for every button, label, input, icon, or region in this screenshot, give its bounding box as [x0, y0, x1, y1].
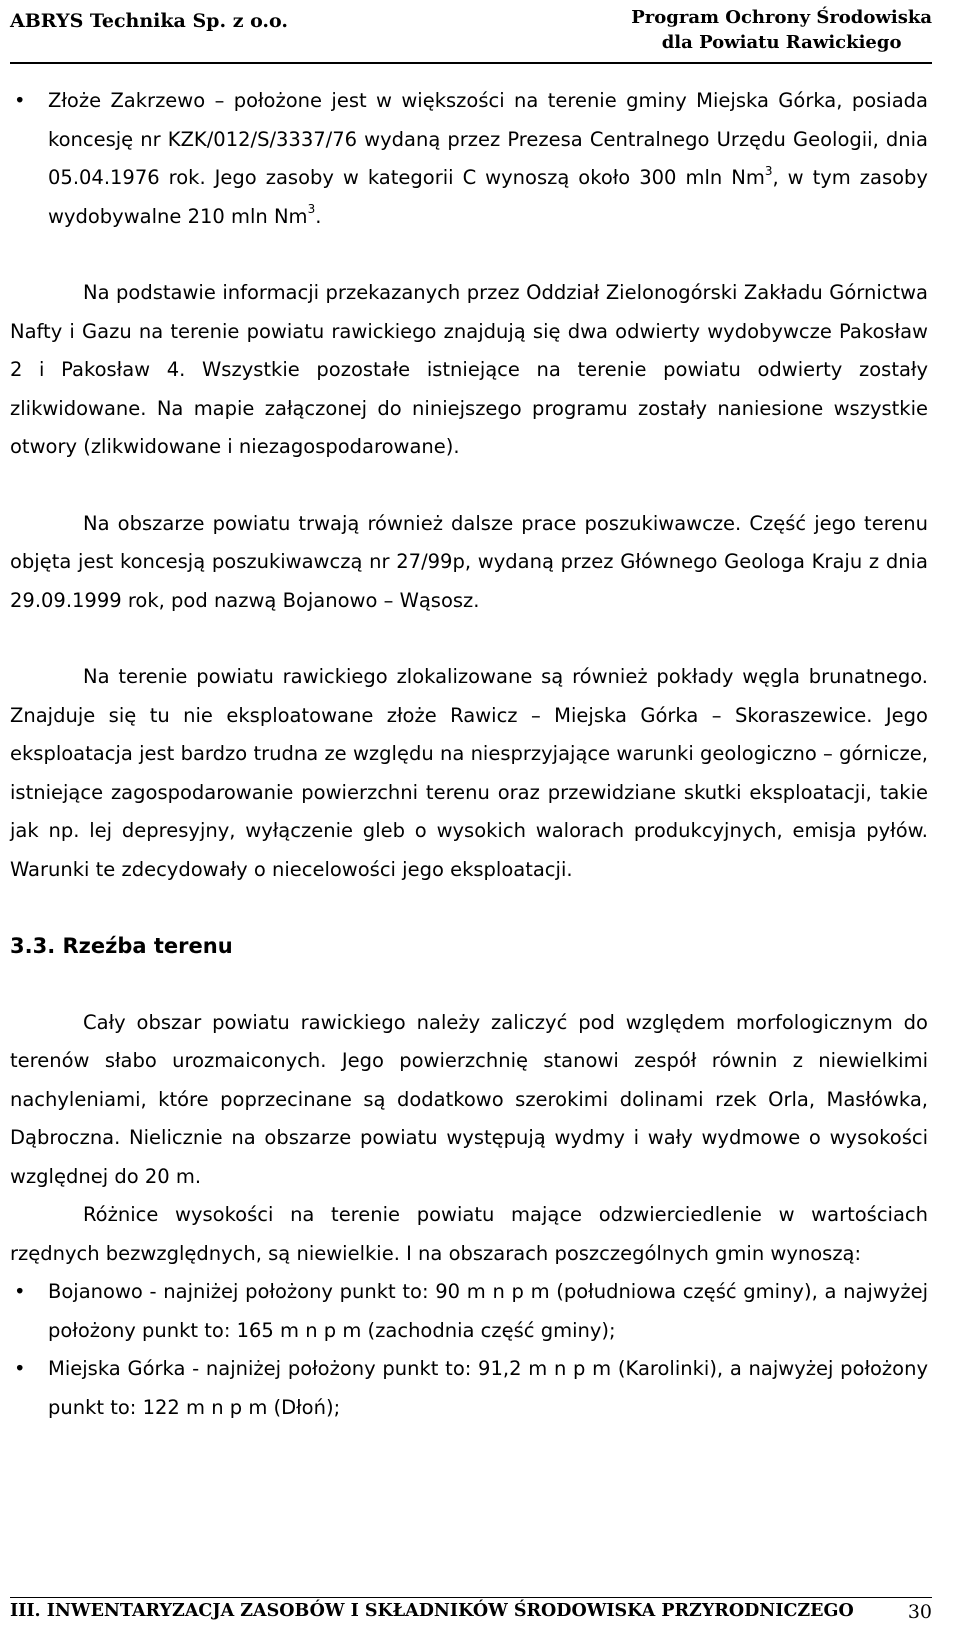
section-heading: 3.3. Rzeźba terenu — [10, 934, 233, 958]
paragraph-odwierty: Na podstawie informacji przekazanych przez Oddział Zielonogórski Zakładu Górnictwa Nafty i Gazu na terenie powiatu rawickiego znajdują się dwa odwierty wydobywcze Pakosław 2 i Pakosław 4. Wszystkie pozostałe istniejące na terenie powiatu odwierty zostały zlikwidowane. Na mapie załączonej do niniejszego programu zostały naniesione wszystkie otwory (zlikwidowane i niezagospodarowane). — [10, 281, 928, 458]
header-program-line1: Program Ochrony Środowiska — [631, 7, 932, 28]
page-header — [10, 2, 932, 60]
bullet-zakrzewo-text-1: Złoże Zakrzewo – położone jest w większości na terenie gminy Miejska Górka, posiada koncesję nr KZK/012/S/3337/76 wydaną przez Prezesa Centralnego Urzędu Geologii, dnia 05.04.1976 rok. Jego zasoby w kategorii C wynoszą około 300 mln Nm — [48, 89, 928, 189]
bullet-miejska-gorka-text: Miejska Górka - najniżej położony punkt to: 91,2 m n p m (Karolinki), a najwyżej położony punkt to: 122 m n p m (Dłoń); — [48, 1357, 928, 1419]
bullet-icon: • — [14, 89, 26, 112]
bullet-miejska-gorka — [10, 1350, 928, 1427]
header-company: ABRYS Technika Sp. z o.o. — [10, 10, 289, 32]
document-body — [10, 82, 928, 1427]
superscript: 3 — [764, 163, 773, 178]
paragraph-wegiel-brunatny: Na terenie powiatu rawickiego zlokalizowane są również pokłady węgla brunatnego. Znajduje się tu nie eksploatowane złoże Rawicz – Miejska Górka – Skoraszewice. Jego eksploatacja jest bardzo trudna ze względu na niesprzyjające warunki geologiczno – górnicze, istniejące zagospodarowanie powierzchni terenu oraz przewidziane skutki eksploatacji, takie jak np. lej depresyjny, wyłączenie gleb o wysokich walorach produkcyjnych, emisja pyłów. Warunki te zdecydowały o niecelowości jego eksploatacji. — [10, 665, 928, 881]
header-program-title — [631, 5, 932, 55]
footer-divider — [10, 1597, 932, 1598]
paragraph-roznice-wysokosci: Różnice wysokości na terenie powiatu mające odzwierciedlenie w wartościach rzędnych bezwzględnych, są niewielkie. I na obszarach poszczególnych gmin wynoszą: — [10, 1203, 928, 1265]
page-number: 30 — [907, 1601, 932, 1623]
paragraph-prace-poszukiwawcze: Na obszarze powiatu trwają również dalsze prace poszukiwawcze. Część jego terenu objęta jest koncesją poszukiwawczą nr 27/99p, wydaną przez Głównego Geologa Kraju z dnia 29.09.1999 rok, pod nazwą Bojanowo – Wąsosz. — [10, 511, 928, 612]
bullet-icon: • — [14, 1280, 26, 1303]
footer-chapter-title: III. INWENTARYZACJA ZASOBÓW I SKŁADNIKÓW ŚRODOWISKA PRZYRODNICZEGO — [10, 1601, 854, 1621]
bullet-zakrzewo-text-3: . — [315, 204, 322, 228]
bullet-bojanowo — [10, 1273, 928, 1350]
header-divider — [10, 62, 932, 64]
superscript: 3 — [307, 202, 316, 216]
bullet-bojanowo-text: Bojanowo - najniżej położony punkt to: 90 m n p m (południowa część gminy), a najwyżej położony punkt to: 165 m n p m (zachodnia część gminy); — [48, 1280, 928, 1342]
bullet-zakrzewo — [10, 82, 928, 236]
bullet-icon: • — [14, 1357, 26, 1380]
header-program-line2: dla Powiatu Rawickiego — [661, 32, 902, 53]
page-footer — [10, 1601, 932, 1625]
bullet-zakrzewo-text-2: , w tym zasoby wydobywalne 210 mln Nm — [48, 166, 928, 228]
paragraph-morfologia: Cały obszar powiatu rawickiego należy zaliczyć pod względem morfologicznym do terenów słabo urozmaiconych. Jego powierzchnię stanowi zespół równin z niewielkimi nachyleniami, które poprzecinane są dodatkowo szerokimi dolinami rzek Orla, Masłówka, Dąbroczna. Nielicznie na obszarze powiatu występują wydmy i wały wydmowe o wysokości względnej do 20 m. — [10, 1010, 928, 1188]
